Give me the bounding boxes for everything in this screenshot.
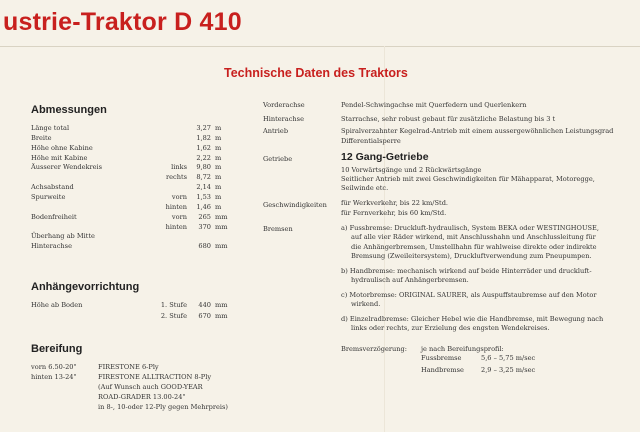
text-geschwindigkeit: für Werkverkehr, bis 22 km/Std.	[341, 199, 449, 207]
table-row	[31, 144, 231, 153]
text-vorderachse: Pendel-Schwingachse mit Querfedern und Querlenkern	[341, 101, 527, 109]
row-value: 9,80	[196, 163, 211, 172]
bereifung-line: FIRESTONE 6-Ply	[98, 363, 159, 371]
getriebe-title: 12 Gang-Getriebe	[341, 151, 429, 163]
text-getriebe: Seilwinde etc.	[341, 184, 389, 192]
bremsverzoegerung-value: 5,6 – 5,75 m/sec	[481, 354, 536, 362]
row-unit: m	[215, 143, 222, 152]
table-row	[31, 124, 231, 133]
row-unit: mm	[215, 212, 228, 221]
row-spec: hinten	[165, 222, 187, 231]
section-heading-abmessungen: Abmessungen	[31, 104, 107, 116]
row-label: Achsabstand	[31, 183, 74, 192]
header-rule	[0, 46, 640, 47]
bremsen-line: die Anhängerbremsen, Umstellhahn für wahlweise direkte oder indirekte	[351, 242, 597, 251]
table-row	[31, 163, 231, 172]
row-label: Spurweite	[31, 192, 66, 201]
row-unit: m	[215, 124, 222, 132]
text-antrieb: Differentialsperre	[341, 137, 401, 145]
section-heading-bereifung: Bereifung	[31, 343, 83, 355]
row-unit: m	[215, 153, 222, 162]
row-unit: m	[215, 133, 222, 142]
table-row	[31, 134, 231, 143]
bereifung-line: in 8-, 10-oder 12-Ply gegen Mehrpreis)	[98, 403, 228, 411]
row-label: Höhe mit Kabine	[31, 153, 88, 162]
bremsverzoegerung-head: je nach Bereifungsprofil:	[421, 345, 504, 353]
label-bremsverzoegerung: Bremsverzögerung:	[341, 345, 407, 353]
row-label: Breite	[31, 133, 52, 142]
row-value: 370	[198, 222, 211, 231]
table-row	[31, 312, 231, 321]
row-spec: vorn	[171, 212, 187, 221]
row-value: 3,27	[196, 124, 211, 132]
table-row	[31, 183, 231, 192]
row-label: Hinterachse	[31, 242, 72, 251]
table-row	[31, 223, 231, 232]
row-unit: mm	[215, 312, 228, 320]
row-unit: m	[215, 173, 222, 182]
bremsverzoegerung-name: Handbremse	[421, 366, 464, 374]
row-unit: mm	[215, 222, 228, 231]
text-getriebe: Seitlicher Antrieb mit zwei Geschwindigkeiten für Mähapparat, Motoregge,	[341, 175, 595, 183]
row-label: Bodenfreiheit	[31, 212, 77, 221]
bremsen-line: auf alle vier Räder wirkend, mit Anschlusshahn und Anschlussleitung für	[351, 233, 596, 242]
row-label: Höhe ab Boden	[31, 301, 83, 309]
row-spec: 2. Stufe	[160, 312, 187, 320]
row-value: 440	[198, 301, 211, 309]
row-value: 1,53	[196, 192, 211, 201]
row-value: 2,22	[196, 153, 211, 162]
label-hinterachse: Hinterachse	[263, 115, 304, 123]
table-row	[31, 232, 231, 241]
bremsverzoegerung-value: 2,9 – 3,25 m/sec	[481, 366, 536, 374]
header-title: ustrie-Traktor D 410	[3, 8, 242, 36]
label-bremsen: Bremsen	[263, 225, 293, 233]
text-antrieb: Spiralverzahnter Kegelrad-Antrieb mit einem aussergewöhnlichen Leistungsgrad	[341, 127, 614, 135]
row-value: 1,46	[196, 202, 211, 211]
bremsen-line: d) Einzelradbremse: Gleicher Hebel wie die Handbremse, mit Bewegung nach	[341, 315, 604, 323]
bremsen-line: wirkend.	[351, 300, 381, 309]
row-value: 680	[198, 242, 211, 251]
row-unit: mm	[215, 301, 228, 309]
row-value: 1,82	[196, 133, 211, 142]
row-value: 670	[198, 312, 211, 320]
table-row	[31, 301, 231, 310]
row-spec: vorn	[171, 192, 187, 201]
table-row	[31, 203, 231, 212]
bereifung-line: ROAD-GRADER 13.00-24"	[98, 393, 186, 401]
table-row	[31, 173, 231, 182]
row-spec: links	[171, 163, 187, 172]
label-geschwindigkeiten: Geschwindigkeiten	[263, 201, 327, 209]
table-row	[31, 193, 231, 202]
row-spec: hinten	[165, 202, 187, 211]
row-value: 2,14	[196, 183, 211, 192]
table-row	[31, 213, 231, 222]
section-heading-anhaengevorrichtung: Anhängevorrichtung	[31, 281, 140, 293]
bereifung-label-hinten: hinten 13-24"	[31, 373, 77, 381]
row-label: Länge total	[31, 124, 70, 132]
row-value: 1,62	[196, 143, 211, 152]
bereifung-line: (Auf Wunsch auch GOOD-YEAR	[98, 383, 203, 391]
bereifung-label-vorn: vorn 6.50-20"	[31, 363, 77, 371]
label-vorderachse: Vorderachse	[263, 101, 305, 109]
row-label: Überhang ab Mitte	[31, 232, 95, 241]
row-label: Äusserer Wendekreis	[31, 163, 103, 172]
bremsverzoegerung-name: Fussbremse	[421, 354, 462, 362]
bremsen-line: a) Fussbremse: Druckluft-hydraulisch, System BEKA oder WESTINGHOUSE,	[341, 224, 599, 232]
bremsen-line: links oder rechts, zur Erzielung des engsten Wendekreises.	[351, 324, 550, 333]
row-value: 8,72	[196, 173, 211, 182]
row-spec: 1. Stufe	[160, 301, 187, 309]
bremsen-line: Bremsung (Zweileitersystem), Druckluftverwendung zum Pneupumpen.	[351, 251, 592, 260]
row-unit: m	[215, 163, 222, 172]
row-label: Höhe ohne Kabine	[31, 143, 93, 152]
bremsen-line: hydraulisch auf Anhängerbremsen.	[351, 276, 469, 285]
label-getriebe: Getriebe	[263, 155, 293, 163]
table-row	[31, 154, 231, 163]
text-geschwindigkeit: für Fernverkehr, bis 60 km/Std.	[341, 209, 447, 217]
table-row	[31, 242, 231, 251]
page-subtitle: Technische Daten des Traktors	[224, 66, 408, 80]
label-antrieb: Antrieb	[263, 127, 289, 135]
bremsen-line: c) Motorbremse: ORIGINAL SAURER, als Auspuffstaubremse auf den Motor	[341, 291, 597, 299]
row-unit: m	[215, 192, 222, 201]
bereifung-line: FIRESTONE ALLTRACTION 8-Ply	[98, 373, 212, 381]
row-unit: mm	[215, 242, 228, 251]
row-unit: m	[215, 183, 222, 192]
text-getriebe: 10 Vorwärtsgänge und 2 Rückwärtsgänge	[341, 166, 482, 174]
text-hinterachse: Starrachse, sehr robust gebaut für zusätzliche Belastung bis 3 t	[341, 115, 556, 123]
row-unit: m	[215, 202, 222, 211]
row-value: 265	[198, 212, 211, 221]
bremsen-line: b) Handbremse: mechanisch wirkend auf beide Hinterräder und druckluft-	[341, 267, 592, 275]
row-spec: rechts	[165, 173, 187, 182]
